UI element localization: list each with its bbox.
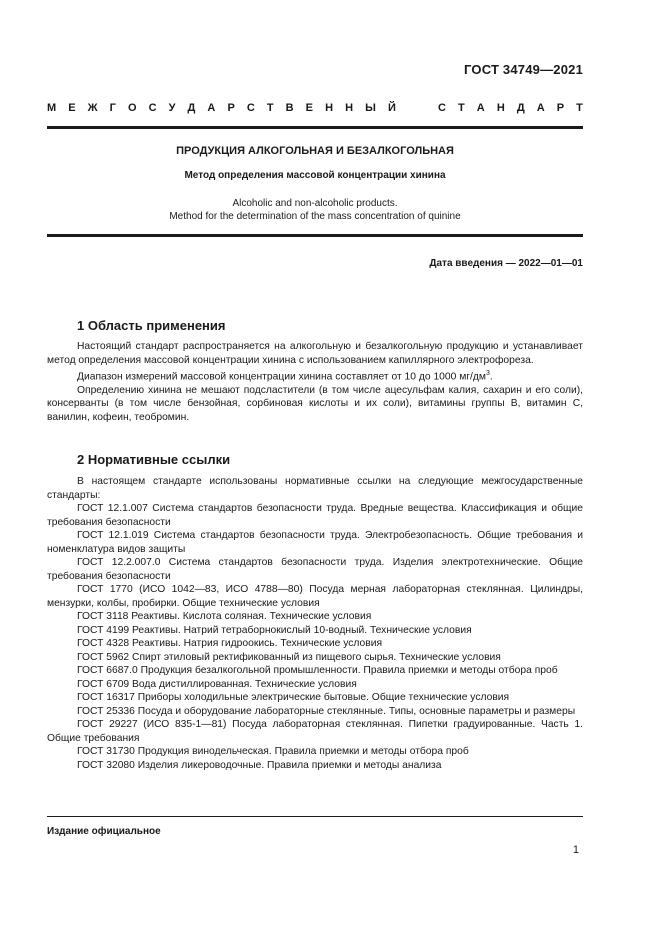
banner-letter: Н bbox=[345, 102, 354, 114]
banner-letter: А bbox=[536, 102, 545, 114]
reference-item: ГОСТ 16317 Приборы холодильные электрические бытовые. Общие технические условия bbox=[77, 692, 510, 703]
references-list bbox=[47, 502, 583, 772]
scope-paragraph: Настоящий стандарт распространяется на алкогольную и безалкогольную продукцию и устанавливает метод определения массовой концентрации хинина с использованием капиллярного электрофореза. bbox=[47, 341, 583, 366]
references-intro: В настоящем стандарте использованы нормативные ссылки на следующие межгосударственные стандарты: bbox=[47, 476, 583, 501]
reference-item: ГОСТ 6687.0 Продукция безалкогольной промышленности. Правила приемки и методы отбора проб bbox=[77, 665, 558, 676]
banner-letter: Ы bbox=[365, 102, 376, 114]
reference-item: ГОСТ 3118 Реактивы. Кислота соляная. Технические условия bbox=[77, 611, 372, 622]
top-rule bbox=[47, 126, 583, 129]
range-paragraph: Диапазон измерений массовой концентрации хинина составляет от 10 до 1000 $мг/дм^3$. bbox=[77, 370, 493, 383]
reference-item: ГОСТ 25336 Посуда и оборудование лабораторные стеклянные. Типы, основные параметры и размеры bbox=[77, 705, 576, 717]
banner-letter: А bbox=[476, 102, 485, 114]
introduction-date: Дата введения — 2022—01—01 bbox=[429, 258, 583, 269]
reference-item: ГОСТ 5962 Спирт этиловый ректификованный из пищевого сырья. Технические условия bbox=[77, 651, 501, 663]
reference-item: ГОСТ 12.1.007 Система стандартов безопасности труда. Вредные вещества. Классификация и общие требования безопасности bbox=[47, 503, 583, 528]
reference-item: ГОСТ 1770 (ИСО 1042—83, ИСО 4788—80) Посуда мерная лабораторная стеклянная. Цилиндры, мензурки, колбы, пробирки. Общие технические условия bbox=[47, 584, 583, 609]
reference-item: ГОСТ 12.1.019 Система стандартов безопасности труда. Электробезопасность. Общие требования и номенклатура видов защиты bbox=[47, 530, 583, 555]
edition-label: Издание официальное bbox=[47, 826, 161, 837]
banner-letter: Й bbox=[387, 102, 396, 114]
reference-item: ГОСТ 32080 Изделия ликероводочные. Правила приемки и методы анализа bbox=[77, 759, 442, 771]
reference-item: ГОСТ 29227 (ИСО 835-1—81) Посуда лабораторная стеклянная. Пипетки градуированные. Часть 1. Общие требования bbox=[47, 719, 583, 744]
english-title-line1: Alcoholic and non-alcoholic products. bbox=[232, 198, 398, 209]
english-title bbox=[47, 197, 583, 223]
banner-letter: Н bbox=[496, 102, 505, 114]
banner-letter: Г bbox=[109, 102, 116, 114]
banner-letter: Е bbox=[305, 102, 314, 114]
banner-letter: С bbox=[246, 102, 255, 114]
banner-letter: Т bbox=[458, 102, 465, 114]
banner-letter: Т bbox=[266, 102, 274, 114]
banner-letter: С bbox=[437, 102, 446, 114]
english-title-line2: Method for the determination of the mass concentration of quinine bbox=[169, 211, 461, 222]
banner-letter: А bbox=[207, 102, 216, 114]
banner-letter bbox=[408, 102, 426, 114]
interference-paragraph: Определению хинина не мешают подсластители (в том числе ацесульфам калия, сахарин и его соли), консерванты (в том числе бензойная, сорбиновая кислоты и их соли), витамины группы В, витамин С, ванилин, кофеин, теобромин. bbox=[47, 384, 583, 423]
document-subtitle: Метод определения массовой концентрации хинина bbox=[184, 170, 446, 181]
banner-letter: Ж bbox=[87, 102, 98, 114]
banner-letter: Т bbox=[576, 102, 583, 114]
banner-letter: У bbox=[168, 102, 176, 114]
banner-letter: Д bbox=[187, 102, 196, 114]
banner-letter: О bbox=[127, 102, 137, 114]
banner-letter: Р bbox=[556, 102, 565, 114]
banner-letter: Е bbox=[68, 102, 76, 114]
section-2-heading: 2 Нормативные ссылки bbox=[77, 452, 231, 467]
title-rule bbox=[47, 234, 583, 237]
reference-item: ГОСТ 4328 Реактивы. Натрия гидроокись. Технические условия bbox=[77, 638, 383, 649]
banner-letter: В bbox=[285, 102, 294, 114]
section-1-body bbox=[47, 340, 583, 424]
reference-item: ГОСТ 4199 Реактивы. Натрий тетраборнокислый 10-водный. Технические условия bbox=[77, 624, 472, 636]
banner-letter: Н bbox=[325, 102, 334, 114]
section-2-body bbox=[47, 475, 583, 772]
reference-item: ГОСТ 12.2.007.0 Система стандартов безопасности труда. Изделия электротехнические. Общие требования безопасности bbox=[47, 557, 583, 582]
banner-letter: Р bbox=[227, 102, 235, 114]
banner-letter: М bbox=[47, 102, 57, 114]
reference-item: ГОСТ 6709 Вода дистиллированная. Технические условия bbox=[77, 678, 357, 690]
document-title: ПРОДУКЦИЯ АЛКОГОЛЬНАЯ И БЕЗАЛКОГОЛЬНАЯ bbox=[176, 145, 454, 157]
section-1-heading: 1 Область применения bbox=[77, 318, 226, 333]
banner-letter: С bbox=[148, 102, 157, 114]
standard-number: ГОСТ 34749—2021 bbox=[464, 62, 583, 77]
page-number: 1 bbox=[572, 844, 579, 856]
reference-item: ГОСТ 31730 Продукция винодельческая. Правила приемки и методы отбора проб bbox=[77, 746, 469, 757]
footer-rule bbox=[47, 816, 583, 817]
interstate-standard-banner bbox=[47, 102, 583, 114]
banner-letter: Д bbox=[516, 102, 525, 114]
